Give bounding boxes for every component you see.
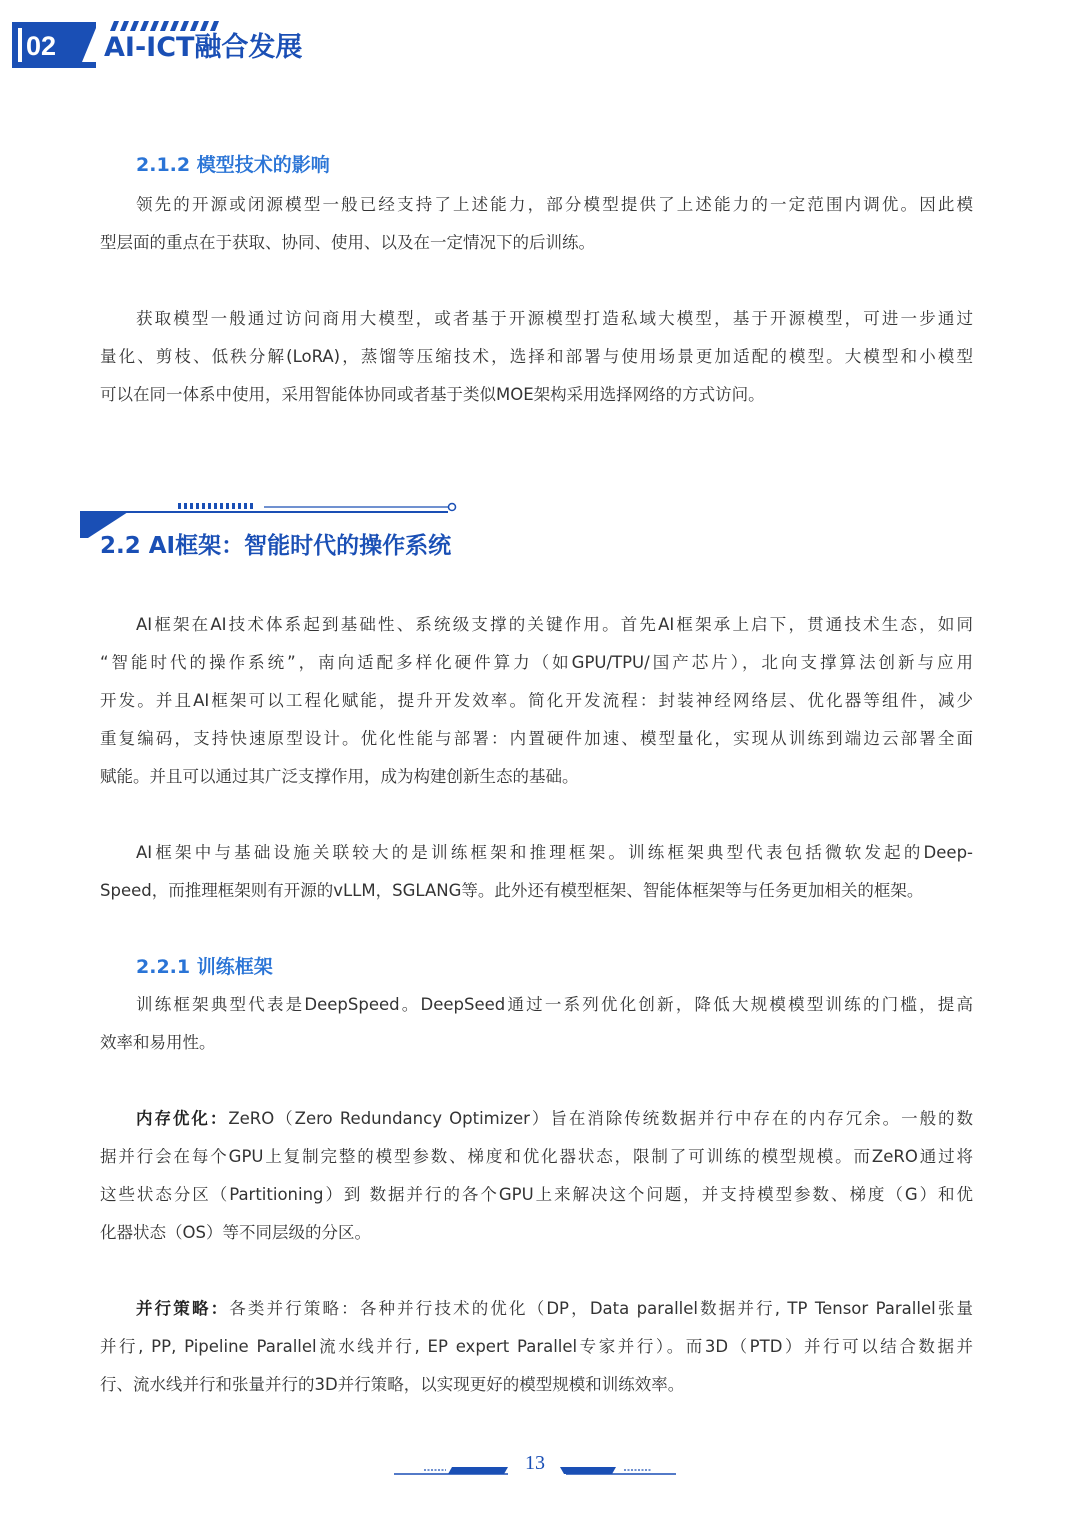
section-2-1-2-paragraph-2 (100, 300, 973, 414)
section-2-2-title: 2.2 AI框架：智能时代的操作系统 (100, 533, 452, 559)
text-line: 效率和易用性。 (100, 1033, 216, 1052)
text-line: AI框架在AI技术体系起到基础性、系统级支撑的关键作用。首先AI框架承上启下，贯通技术生态，如同 (136, 615, 973, 634)
text-line: 并行, PP, Pipeline Parallel流水线并行, EP expert Parallel专家并行）。而3D（PTD）并行可以结合数据并 (100, 1337, 973, 1356)
text-line: 量化、剪枝、低秩分解(LoRA)，蒸馏等压缩技术，选择和部署与使用场景更加适配的模型。大模型和小模型 (100, 347, 973, 366)
text-line: 可以在同一体系中使用，采用智能体协同或者基于类似MOE架构采用选择网络的方式访问。 (100, 385, 765, 404)
text-line: 赋能。并且可以通过其广泛支撑作用，成为构建创新生态的基础。 (100, 767, 579, 786)
page-footer (0, 1440, 1080, 1500)
text-line: Speed，而推理框架则有开源的vLLM，SGLANG等。此外还有模型框架、智能体框架等与任务更加相关的框架。 (100, 881, 924, 900)
section-2-2-1-heading: 2.2.1 训练框架 (136, 956, 273, 978)
text-line (100, 1100, 973, 1138)
text-line: 据并行会在每个GPU上复制完整的模型参数、梯度和优化器状态，限制了可训练的模型规模。而ZeRO通过将 (100, 1147, 973, 1166)
text-line: 领先的开源或闭源模型一般已经支持了上述能力，部分模型提供了上述能力的一定范围内调优。因此模 (136, 195, 973, 214)
section-2-1-2-heading: 2.1.2 模型技术的影响 (136, 154, 330, 176)
section-2-2-paragraph-1 (100, 606, 973, 796)
text-line: 化器状态（OS）等不同层级的分区。 (100, 1223, 371, 1242)
text-line: 重复编码，支持快速原型设计。优化性能与部署：内置硬件加速、模型量化，实现从训练到端边云部署全面 (100, 729, 973, 748)
chapter-number: 02 (26, 31, 57, 61)
page-header (0, 0, 1080, 80)
section-2-1-2-paragraph-1 (100, 186, 973, 262)
parallel-strategy-text: 各类并行策略：各种并行技术的优化（DP，Data parallel数据并行, TP Tensor Parallel张量 (229, 1299, 973, 1318)
memory-optimization-paragraph (100, 1100, 973, 1252)
section-2-2-paragraph-2 (100, 834, 973, 910)
text-line: 获取模型一般通过访问商用大模型，或者基于开源模型打造私域大模型，基于开源模型，可进一步通过 (136, 309, 973, 328)
text-line: 行、流水线并行和张量并行的3D并行策略，以实现更好的模型规模和训练效率。 (100, 1375, 685, 1394)
chapter-title: AI-ICT融合发展 (104, 32, 303, 63)
text-line: “智能时代的操作系统”，南向适配多样化硬件算力（如GPU/TPU/国产芯片），北向支撑算法创新与应用 (100, 653, 973, 672)
parallel-strategy-label: 并行策略： (136, 1299, 230, 1318)
section-2-2-1-paragraph-1 (100, 986, 973, 1062)
parallel-strategy-paragraph (100, 1290, 973, 1404)
text-line (100, 1290, 973, 1328)
text-line: 训练框架典型代表是DeepSpeed。DeepSeed通过一系列优化创新，降低大规模模型训练的门槛，提高 (136, 995, 973, 1014)
page-number: 13 (525, 1452, 545, 1474)
text-line: 型层面的重点在于获取、协同、使用、以及在一定情况下的后训练。 (100, 233, 595, 252)
memory-optimization-label: 内存优化： (136, 1109, 229, 1128)
text-line: 开发。并且AI框架可以工程化赋能，提升开发效率。简化开发流程：封装神经网络层、优化器等组件，减少 (100, 691, 973, 710)
memory-optimization-text: ZeRO（Zero Redundancy Optimizer）旨在消除传统数据并行中存在的内存冗余。一般的数 (228, 1109, 973, 1128)
text-line: AI框架中与基础设施关联较大的是训练框架和推理框架。训练框架典型代表包括微软发起的Deep- (136, 843, 973, 862)
text-line: 这些状态分区（Partitioning）到 数据并行的各个GPU上来解决这个问题，并支持模型参数、梯度（G）和优 (100, 1185, 973, 1204)
